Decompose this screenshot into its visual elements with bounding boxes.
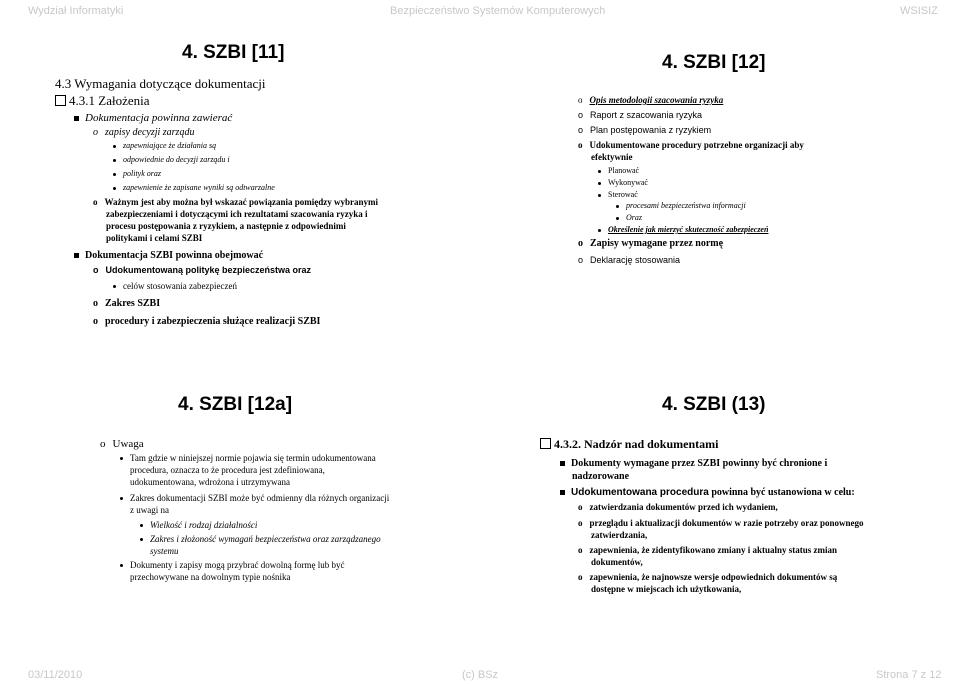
list-item: Tam gdzie w niniejszej normie pojawia się termin udokumentowana	[120, 454, 376, 464]
list-item: Dokumentacja SZBI powinna obejmować	[74, 250, 263, 261]
list-item: o zapewnienia, że najnowsze wersje odpowiednich dokumentów są	[578, 572, 838, 582]
list-item-cont: zatwierdzania,	[591, 530, 648, 540]
list-item: o Raport z szacowania ryzyka	[578, 110, 703, 120]
slide-title: 4. SZBI [11]	[182, 42, 285, 63]
list-item-cont: udokumentowana, wdrożona i utrzymywana	[130, 477, 290, 487]
list-item-cont: przechowywane na dowolnym typie nośnika	[130, 572, 291, 582]
square-bullet-icon	[560, 490, 565, 495]
list-item: Udokumentowana procedura powinna być ustanowiona w celu:	[560, 487, 855, 498]
bullet-icon	[598, 182, 601, 185]
bullet-icon	[120, 564, 123, 567]
list-item-cont: efektywnie	[591, 152, 633, 162]
list-item: o Zakres SZBI	[93, 298, 161, 309]
bullet-icon	[598, 229, 601, 232]
list-item: Zakres i złożoność wymagań bezpieczeństwa oraz zarządzanego	[140, 535, 381, 545]
list-item: Zakres dokumentacji SZBI może być odmienny dla różnych organizacji	[120, 494, 389, 504]
list-item: zapewniające że działania są	[113, 142, 216, 151]
slide-title: 4. SZBI (13)	[662, 394, 766, 415]
footer-date: 03/11/2010	[28, 669, 83, 681]
header-left: Wydział Informatyki	[28, 5, 124, 17]
footer-copyright: (c) BSz	[462, 669, 499, 681]
list-item: Dokumenty i zapisy mogą przybrać dowolną formę lub być	[120, 561, 344, 571]
list-item: zapewnienie że zapisane wyniki są odtwarzalne	[113, 184, 275, 193]
list-item: o Udokumentowaną politykę bezpieczeństwa oraz	[93, 265, 312, 275]
list-item: Sterować	[598, 191, 638, 200]
footer-bar	[0, 664, 960, 684]
header-center: Bezpieczeństwo Systemów Komputerowych	[390, 5, 606, 17]
list-item: o Ważnym jest aby można był wskazać powiązania pomiędzy wybranymi	[93, 197, 379, 207]
bullet-icon	[113, 145, 116, 148]
list-item: Dokumentacja powinna zawierać	[74, 112, 232, 124]
list-item: Określenie jak mierzyć skuteczność zabezpieczeń	[598, 226, 768, 235]
checkbox-icon	[55, 95, 66, 106]
square-bullet-icon	[74, 253, 79, 258]
list-item-cont: z uwagi na	[130, 505, 169, 515]
list-item: o procedury i zabezpieczenia służące realizacji SZBI	[93, 316, 321, 327]
list-item: o Opis metodologii szacowania ryzyka	[578, 95, 724, 105]
list-item: o Udokumentowane procedury potrzebne organizacji aby	[578, 140, 804, 150]
bullet-icon	[113, 173, 116, 176]
list-item-cont: procesu postępowania z ryzykiem, a następnie z odpowiednimi	[106, 221, 346, 231]
list-item: o Uwaga	[100, 438, 144, 450]
bullet-icon	[140, 538, 143, 541]
list-item-cont: dokumentów,	[591, 557, 643, 567]
header-right: WSISIZ	[900, 5, 938, 17]
slide-title: 4. SZBI [12a]	[178, 394, 293, 415]
list-item: Planować	[598, 167, 639, 176]
bullet-icon	[113, 187, 116, 190]
bullet-icon	[120, 457, 123, 460]
list-item: polityk oraz	[113, 170, 161, 179]
checkbox-icon	[540, 438, 551, 449]
bullet-icon	[598, 170, 601, 173]
list-item-cont: procedura, oznacza to że procedura jest zdefiniowana,	[130, 465, 325, 475]
list-item: o zatwierdzania dokumentów przed ich wydaniem,	[578, 502, 778, 512]
list-item: o Deklarację stosowania	[578, 255, 681, 265]
subheading: 4.3.1 Założenia	[55, 94, 150, 108]
list-item: Oraz	[616, 214, 642, 223]
square-bullet-icon	[74, 116, 79, 121]
bullet-icon	[140, 524, 143, 527]
list-item-cont: zabezpieczeniami i dotyczącymi ich rezultatami szacowania ryzyka i	[106, 209, 368, 219]
bullet-icon	[113, 285, 116, 288]
list-item-cont: nadzorowane	[572, 471, 630, 482]
bullet-icon	[120, 497, 123, 500]
footer-page: Strona 7 z 12	[876, 669, 942, 681]
bullet-icon	[616, 205, 619, 208]
list-item: Wykonywać	[598, 179, 648, 188]
heading: 4.3.2. Nadzór nad dokumentami	[540, 438, 718, 451]
list-item: Wielkość i rodzaj działalności	[140, 521, 257, 531]
list-item-cont: systemu	[150, 546, 179, 556]
list-item-cont: dostępne w miejscach ich użytkowania,	[591, 584, 742, 594]
list-item: Dokumenty wymagane przez SZBI powinny być chronione i	[560, 458, 827, 469]
bullet-icon	[616, 217, 619, 220]
list-item: o Zapisy wymagane przez normę	[578, 238, 724, 249]
square-bullet-icon	[560, 461, 565, 466]
list-item: o zapisy decyzji zarządu	[93, 127, 195, 138]
list-item: procesami bezpieczeństwa informacji	[616, 202, 746, 211]
list-item-cont: politykami i celami SZBI	[106, 233, 203, 243]
list-item: o przeglądu i aktualizacji dokumentów w razie potrzeby oraz ponownego	[578, 518, 864, 528]
bullet-icon	[113, 159, 116, 162]
heading: 4.3 Wymagania dotyczące dokumentacji	[55, 76, 266, 91]
header-bar	[0, 0, 960, 22]
list-item: o zapewnienia, że zidentyfikowano zmiany i aktualny status zmian	[578, 545, 838, 555]
list-item: odpowiednie do decyzji zarządu i	[113, 156, 230, 165]
list-item: o Plan postępowania z ryzykiem	[578, 125, 712, 135]
slide-title: 4. SZBI [12]	[662, 52, 766, 73]
bullet-icon	[598, 194, 601, 197]
list-item: celów stosowania zabezpieczeń	[113, 282, 237, 292]
